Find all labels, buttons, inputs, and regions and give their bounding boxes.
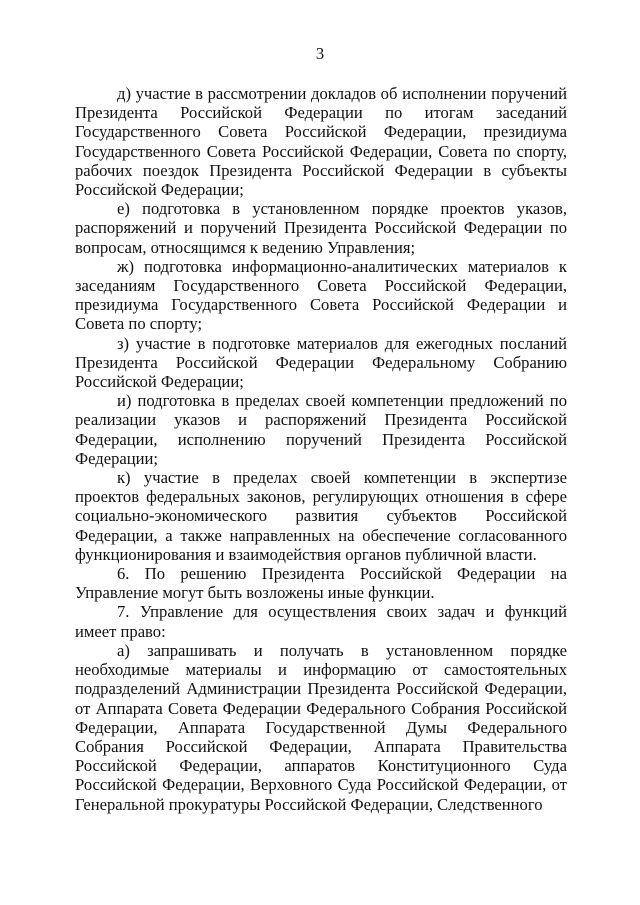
paragraph-zh-item: ж) подготовка информационно-аналитических материалов к заседаниям Государственного Совета Российской Федерации, президиума Государственного Совета Российской Федерации и Совета по спорту; bbox=[75, 256, 567, 334]
paragraph-d-item: д) участие в рассмотрении докладов об исполнении поручений Президента Российской Федерации по итогам заседаний Государственного Совета Российской Федерации, президиума Государственного Совета Российской Федерации, Совета по спорту, рабочих поездок Президента Российской Федерации в субъекты Российской Федерации; bbox=[75, 84, 567, 200]
paragraph-z-item: з) участие в подготовке материалов для ежегодных посланий Президента Российской Федерации Федеральному Собранию Российской Федерации; bbox=[75, 333, 567, 392]
paragraph-k-item: к) участие в пределах своей компетенции в экспертизе проектов федеральных законов, регулирующих отношения в сфере социально-экономического развития субъектов Российской Федерации, а также направленных на обеспечение согласованного функционирования и взаимодействия органов публичной власти. bbox=[75, 468, 567, 564]
paragraph-section-7: 7. Управление для осуществления своих задач и функций имеет право: bbox=[75, 602, 567, 641]
paragraph-section-6: 6. По решению Президента Российской Федерации на Управление могут быть возложены иные функции. bbox=[75, 564, 567, 603]
page-number: 3 bbox=[315, 44, 325, 63]
paragraph-i-item: и) подготовка в пределах своей компетенции предложений по реализации указов и распоряжений Президента Российской Федерации, исполнению поручений Президента Российской Федерации; bbox=[75, 391, 567, 468]
paragraph-a-item: а) запрашивать и получать в установленном порядке необходимые материалы и информацию от самостоятельных подразделений Администрации Президента Российской Федерации, от Аппарата Совета Федерации Федерального Собрания Российской Федерации, Аппарата Государственной Думы Федерального Собрания Российской Федерации, Аппарата Правительства Российской Федерации, аппаратов Конституционного Суда Российской Федерации, Верховного Суда Российской Федерации, от Генеральной прокуратуры Российской Федерации, Следственного bbox=[75, 640, 567, 814]
paragraph-e-item: е) подготовка в установленном порядке проектов указов, распоряжений и поручений Президента Российской Федерации по вопросам, относящимся к ведению Управления; bbox=[75, 199, 567, 257]
document-body bbox=[75, 84, 567, 814]
